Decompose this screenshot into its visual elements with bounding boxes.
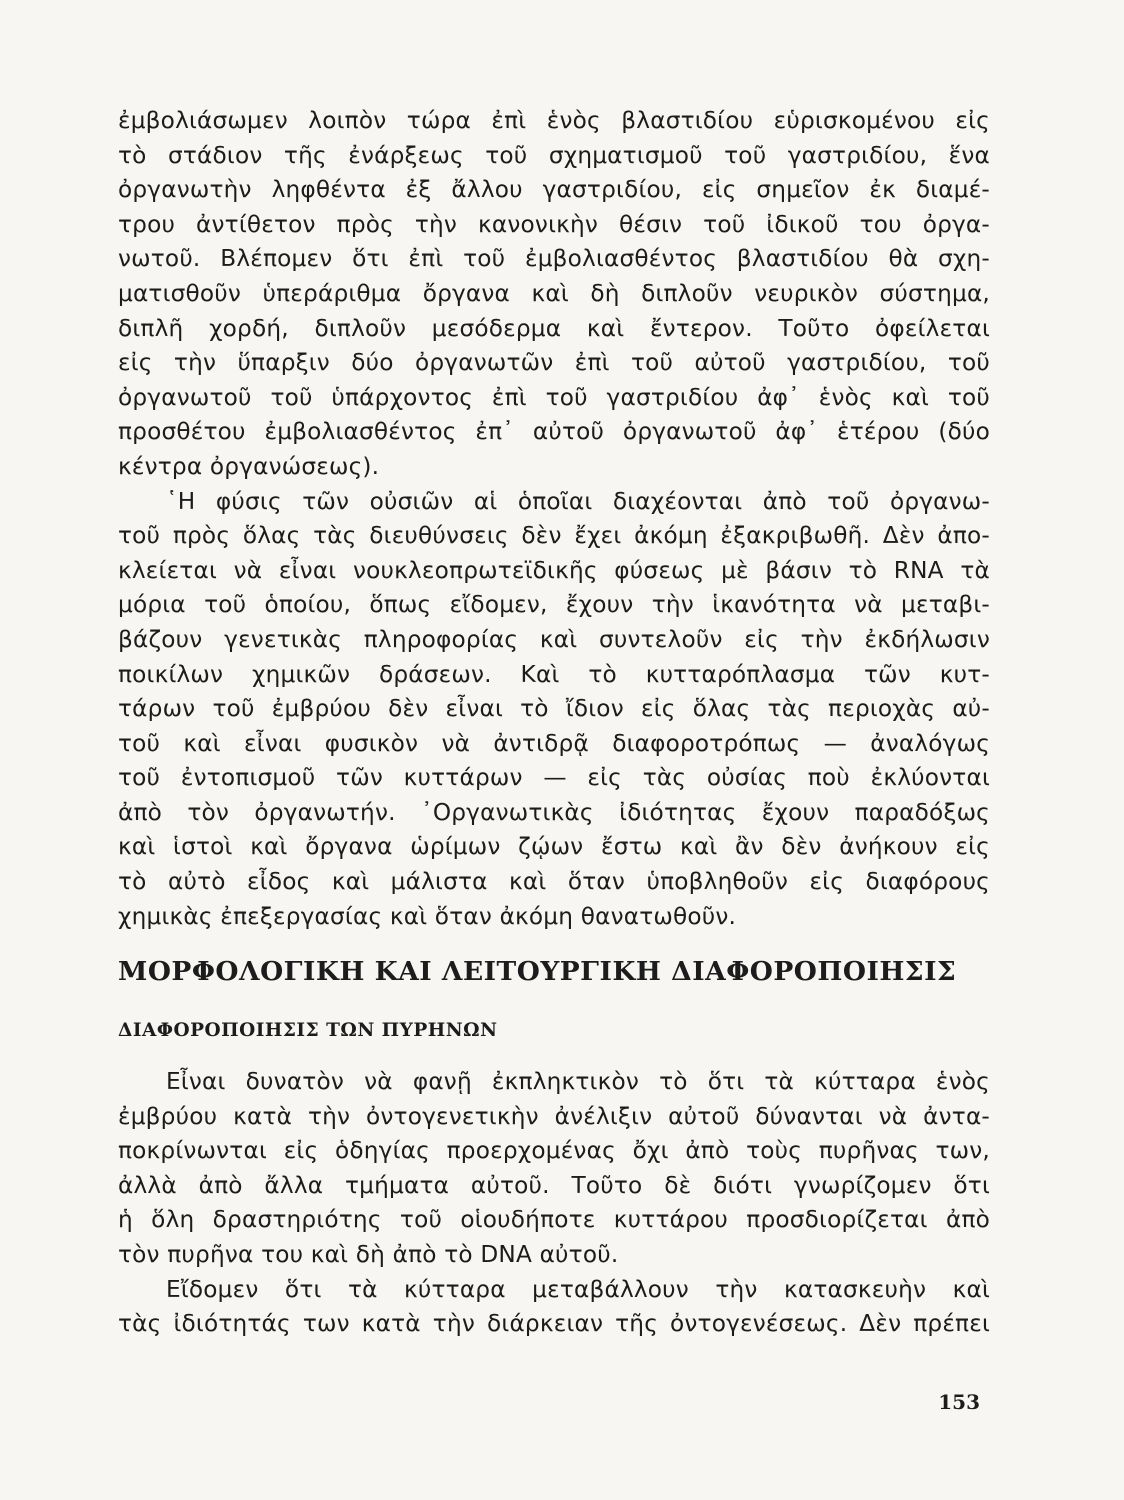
text-line: τὸ στάδιον τῆς ἐνάρξεως τοῦ σχηματισμοῦ τοῦ γαστριδίου, ἕνα (118, 141, 990, 169)
text-line: τοῦ καὶ εἶναι φυσικὸν νὰ ἀντιδρᾷ διαφοροτρόπως — ἀναλόγως (118, 729, 990, 757)
text-line: ποικίλων χημικῶν δράσεων. Καὶ τὸ κυτταρόπλασμα τῶν κυτ- (118, 660, 990, 688)
text-line: ὀργανωτοῦ τοῦ ὑπάρχοντος ἐπὶ τοῦ γαστριδίου ἀφ᾽ ἑνὸς καὶ τοῦ (118, 383, 990, 411)
body-text-top (118, 104, 990, 934)
text-line: ἐμβρύου κατὰ τὴν ὀντογενετικὴν ἀνέλιξιν αὐτοῦ δύνανται νὰ ἀντα- (118, 1102, 990, 1130)
text-line: ῾Η φύσις τῶν οὐσιῶν αἱ ὁποῖαι διαχέονται ἀπὸ τοῦ ὀργανω- (166, 487, 990, 515)
text-line: νωτοῦ. Βλέπομεν ὅτι ἐπὶ τοῦ ἐμβολιασθέντος βλαστιδίου θὰ σχη- (118, 245, 990, 273)
text-line: κέντρα ὀργανώσεως). (118, 452, 380, 480)
text-line: χημικὰς ἐπεξεργασίας καὶ ὅταν ἀκόμη θανατωθοῦν. (118, 902, 737, 930)
text-line: μόρια τοῦ ὁποίου, ὅπως εἴδομεν, ἔχουν τὴν ἱκανότητα νὰ μεταβι- (118, 591, 990, 619)
text-line: Εἶναι δυνατὸν νὰ φανῇ ἐκπληκτικὸν τὸ ὅτι τὰ κύτταρα ἑνὸς (166, 1068, 990, 1095)
page-number: 153 (938, 1390, 980, 1414)
text-line: ποκρίνωνται εἰς ὁδηγίας προερχομένας ὄχι ἀπὸ τοὺς πυρῆνας των, (118, 1137, 990, 1165)
text-line: καὶ ἱστοὶ καὶ ὄργανα ὡρίμων ζῴων ἔστω καὶ ἂν δὲν ἀνήκουν εἰς (118, 833, 990, 861)
text-line: κλείεται νὰ εἶναι νουκλεοπρωτεϊδικῆς φύσεως μὲ βάσιν τὸ RNA τὰ (118, 556, 990, 584)
section-heading: ΜΟΡΦΟΛΟΓΙΚΗ ΚΑΙ ΛΕΙΤΟΥΡΓΙΚΗ ΔΙΑΦΟΡΟΠΟΙΗΣΙΣ (118, 956, 957, 987)
text-line: τοῦ ἐντοπισμοῦ τῶν κυττάρων — εἰς τὰς οὐσίας ποὺ ἐκλύονται (118, 764, 990, 792)
text-line: ὀργανωτὴν ληφθέντα ἐξ ἄλλου γαστριδίου, εἰς σημεῖον ἐκ διαμέ- (118, 176, 990, 204)
text-line: ἀλλὰ ἀπὸ ἄλλα τμήματα αὐτοῦ. Τοῦτο δὲ διότι γνωρίζομεν ὅτι (118, 1171, 990, 1199)
text-line: ἀπὸ τὸν ὀργανωτήν. ᾿Οργανωτικὰς ἰδιότητας ἔχουν παραδόξως (118, 798, 990, 826)
text-line: τάρων τοῦ ἐμβρύου δὲν εἶναι τὸ ἴδιον εἰς ὅλας τὰς περιοχὰς αὐ- (118, 695, 990, 723)
text-line: Εἴδομεν ὅτι τὰ κύτταρα μεταβάλλουν τὴν κατασκευὴν καὶ (166, 1275, 990, 1303)
text-line: τὸ αὐτὸ εἶδος καὶ μάλιστα καὶ ὅταν ὑποβληθοῦν εἰς διαφόρους (118, 868, 990, 896)
text-line: εἰς τὴν ὕπαρξιν δύο ὀργανωτῶν ἐπὶ τοῦ αὐτοῦ γαστριδίου, τοῦ (118, 349, 990, 377)
text-line: τὰς ἰδιότητάς των κατὰ τὴν διάρκειαν τῆς ὀντογενέσεως. Δὲν πρέπει (118, 1310, 990, 1338)
text-line: προσθέτου ἐμβολιασθέντος ἐπ᾽ αὐτοῦ ὀργανωτοῦ ἀφ᾽ ἑτέρου (δύο (118, 418, 990, 446)
subsection-heading: ΔΙΑΦΟΡΟΠΟΙΗΣΙΣ ΤΩΝ ΠΥΡΗΝΩΝ (118, 1020, 498, 1041)
text-line: τοῦ πρὸς ὅλας τὰς διευθύνσεις δὲν ἔχει ἀκόμη ἐξακριβωθῆ. Δὲν ἀπο- (118, 522, 990, 550)
text-line: ἐμβολιάσωμεν λοιπὸν τώρα ἐπὶ ἑνὸς βλαστιδίου εὑρισκομένου εἰς (118, 107, 990, 134)
text-line: διπλῆ χορδή, διπλοῦν μεσόδερμα καὶ ἔντερον. Τοῦτο ὀφείλεται (118, 314, 990, 342)
text-line: ἡ ὅλη δραστηριότης τοῦ οἱουδήποτε κυττάρου προσδιορίζεται ἀπὸ (118, 1206, 990, 1234)
text-line: βάζουν γενετικὰς πληροφορίας καὶ συντελοῦν εἰς τὴν ἐκδήλωσιν (118, 625, 990, 653)
text-line: τρου ἀντίθετον πρὸς τὴν κανονικὴν θέσιν τοῦ ἰδικοῦ του ὀργα- (118, 210, 990, 238)
text-line: ματισθοῦν ὑπεράριθμα ὄργανα καὶ δὴ διπλοῦν νευρικὸν σύστημα, (118, 279, 990, 307)
body-text-bottom (118, 1065, 990, 1342)
text-line: τὸν πυρῆνα του καὶ δὴ ἀπὸ τὸ DNA αὐτοῦ. (118, 1240, 619, 1268)
